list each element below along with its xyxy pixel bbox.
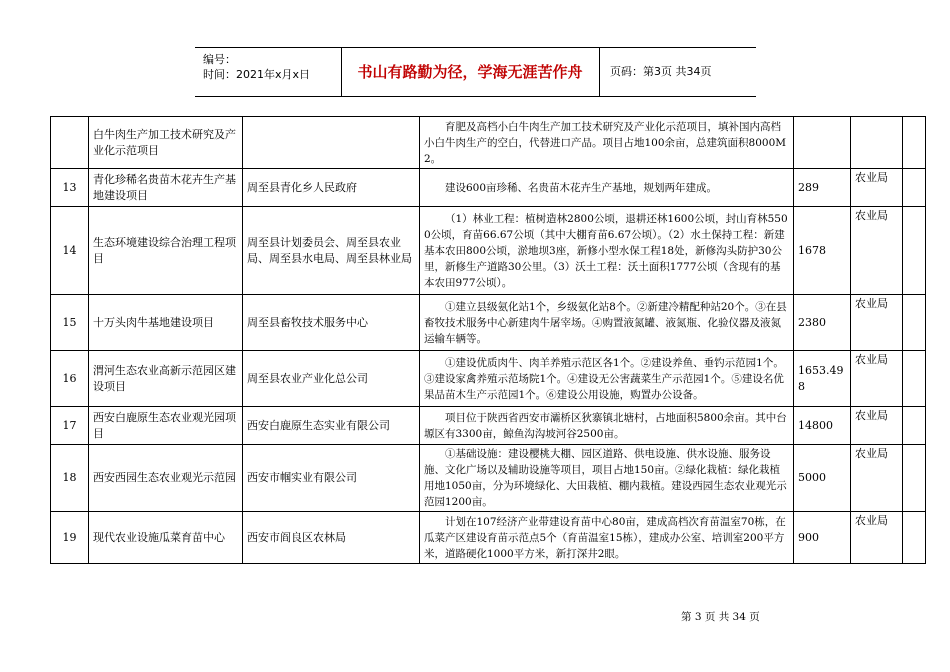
project-name: 白牛肉生产加工技术研究及产业化示范项目 xyxy=(89,117,243,169)
row-number xyxy=(51,117,89,169)
project-description: ①建立县级氨化站1个，乡级氨化站8个。②新建冷精配种站20个。③在县畜牧技术服务中心新建肉牛屠宰场。④购置液氮罐、液氮瓶、化验仪器及液氮运输车辆等。 xyxy=(420,295,794,351)
investment-amount: 5000 xyxy=(794,445,851,512)
blank-cell xyxy=(903,117,926,169)
blank-cell xyxy=(903,445,926,512)
responsible-unit: 周至县计划委员会、周至县农业局、周至县水电局、周至县林业局 xyxy=(243,207,420,295)
row-number: 17 xyxy=(51,407,89,445)
responsible-unit: 西安白鹿原生态实业有限公司 xyxy=(243,407,420,445)
investment-amount: 1653.498 xyxy=(794,351,851,407)
project-description: 育肥及高档小白牛肉生产加工技术研究及产业化示范项目，填补国内高档小白牛肉生产的空白，代替进口产品。项目占地100余亩，总建筑面积8000M2。 xyxy=(420,117,794,169)
department: 农业局 xyxy=(851,351,903,407)
project-name: 西安白鹿原生态农业观光园项目 xyxy=(89,407,243,445)
row-number: 13 xyxy=(51,169,89,207)
document-date-label: 时间：2021年x月x日 xyxy=(203,68,311,81)
blank-cell xyxy=(903,207,926,295)
table-row xyxy=(51,351,926,407)
table-row xyxy=(51,407,926,445)
project-name: 渭河生态农业高新示范园区建设项目 xyxy=(89,351,243,407)
investment-amount xyxy=(794,117,851,169)
project-name: 现代农业设施瓜菜育苗中心 xyxy=(89,512,243,564)
project-description: 建设600亩珍稀、名贵苗木花卉生产基地，规划两年建成。 xyxy=(420,169,794,207)
project-name: 生态环境建设综合治理工程项目 xyxy=(89,207,243,295)
responsible-unit: 西安市帼实业有限公司 xyxy=(243,445,420,512)
responsible-unit: 周至县畜牧技术服务中心 xyxy=(243,295,420,351)
blank-cell xyxy=(903,351,926,407)
blank-cell xyxy=(903,295,926,351)
responsible-unit: 周至县农业产业化总公司 xyxy=(243,351,420,407)
investment-amount: 289 xyxy=(794,169,851,207)
investment-amount: 2380 xyxy=(794,295,851,351)
table-row xyxy=(51,512,926,564)
table-row xyxy=(51,445,926,512)
project-description: （1）林业工程：植树造林2800公顷，退耕还林1600公顷，封山育林5500公顷，育苗66.67公顷（其中大棚育苗6.67公顷）。（2）水土保持工程：新建基本农田800公顷，淤地坝3座，新修小型水保工程18处，新修沟头防护30公里，新修生产道路30公里。（3）沃土工程：沃土面积1777公顷（含现有的基本农田977公顷）。 xyxy=(420,207,794,295)
department: 农业局 xyxy=(851,207,903,295)
header-meta-cell xyxy=(195,48,342,96)
project-name: 西安西园生态农业观光示范园 xyxy=(89,445,243,512)
header-motto: 书山有路勤为径，学海无涯苦作舟 xyxy=(341,48,600,96)
responsible-unit xyxy=(243,117,420,169)
table-row xyxy=(51,117,926,169)
page-header xyxy=(195,47,756,97)
department xyxy=(851,117,903,169)
department: 农业局 xyxy=(851,512,903,564)
blank-cell xyxy=(903,407,926,445)
investment-amount: 900 xyxy=(794,512,851,564)
project-description: 项目位于陕西省西安市灞桥区狄寨镇北塘村，占地面积5800余亩。其中台塬区有3300亩，鲸鱼沟沟坡河谷2500亩。 xyxy=(420,407,794,445)
investment-amount: 1678 xyxy=(794,207,851,295)
responsible-unit: 周至县青化乡人民政府 xyxy=(243,169,420,207)
table-row xyxy=(51,207,926,295)
project-description: ①建设优质肉牛、肉羊养殖示范区各1个。②建设养鱼、垂钓示范园1个。③建设家禽养殖示范场院1个。④建设无公害蔬菜生产示范园1个。⑤建设名优果品苗木生产示范园1个。⑥建设公用设施，购置办公设备。 xyxy=(420,351,794,407)
blank-cell xyxy=(903,169,926,207)
row-number: 16 xyxy=(51,351,89,407)
project-description: 计划在107经济产业带建设育苗中心80亩，建成高档次育苗温室70栋，在瓜菜产区建设育苗示范点5个（育苗温室15栋），建成办公室、培训室200平方米，道路硬化1000平方米，新打深井2眼。 xyxy=(420,512,794,564)
project-table xyxy=(50,116,926,564)
table-row xyxy=(51,169,926,207)
project-name: 青化珍稀名贵苗木花卉生产基地建设项目 xyxy=(89,169,243,207)
row-number: 19 xyxy=(51,512,89,564)
department: 农业局 xyxy=(851,445,903,512)
department: 农业局 xyxy=(851,169,903,207)
header-page-label: 页码：第3页 共34页 xyxy=(610,65,712,78)
project-name: 十万头肉牛基地建设项目 xyxy=(89,295,243,351)
row-number: 14 xyxy=(51,207,89,295)
investment-amount: 14800 xyxy=(794,407,851,445)
table-row xyxy=(51,295,926,351)
department: 农业局 xyxy=(851,407,903,445)
department: 农业局 xyxy=(851,295,903,351)
document-code-label: 编号： xyxy=(203,53,236,66)
responsible-unit: 西安市阎良区农林局 xyxy=(243,512,420,564)
page-footer: 第 3 页 共 34 页 xyxy=(681,611,760,623)
project-description: ①基础设施：建设樱桃大棚、园区道路、供电设施、供水设施、服务设施、文化广场以及辅助设施等项目，项目占地150亩。②绿化栽植：绿化栽植用地1050亩，分为环境绿化、大田栽植、棚内栽植。建设西园生态农业观光示范园1200亩。 xyxy=(420,445,794,512)
row-number: 15 xyxy=(51,295,89,351)
blank-cell xyxy=(903,512,926,564)
row-number: 18 xyxy=(51,445,89,512)
